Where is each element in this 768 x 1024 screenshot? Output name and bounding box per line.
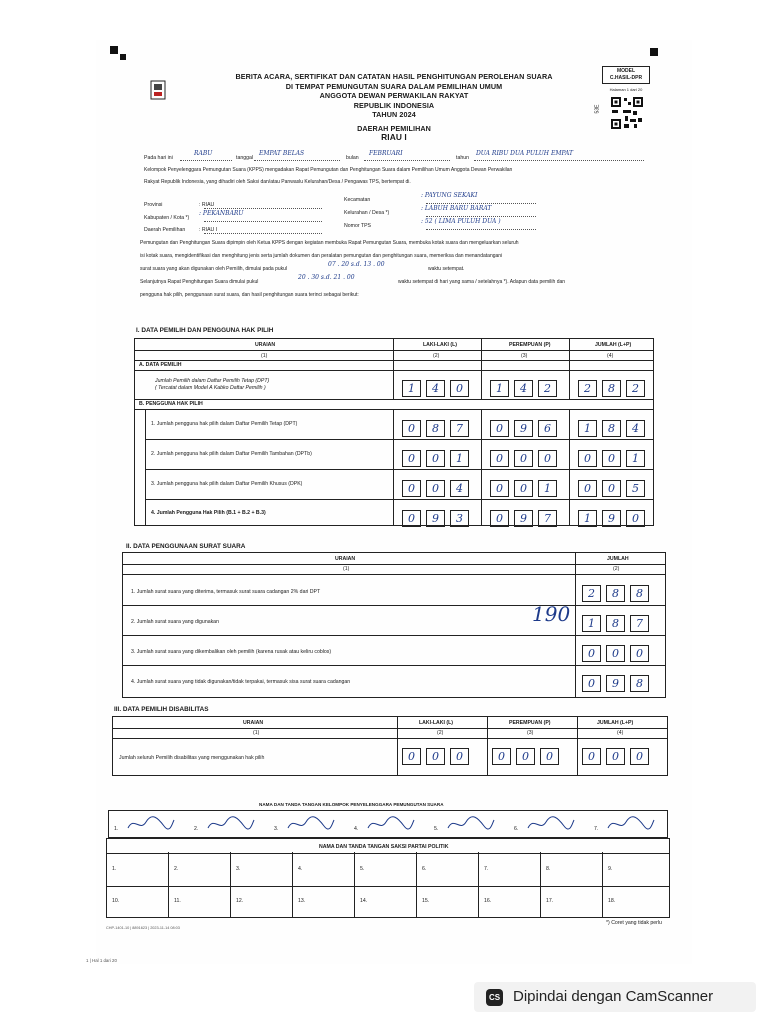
section-1-title: I. DATA PEMILIH DAN PENGGUNA HAK PILIH	[136, 327, 274, 334]
row-b3-label: 3. Jumlah pengguna hak pilih dalam Daftar Pemilih Khusus (DPK)	[151, 481, 303, 487]
saksi-sign-number: 13.	[298, 898, 306, 904]
col-jumlah: JUMLAH (L+P)	[597, 720, 634, 726]
dotted-line	[180, 160, 232, 161]
pengguna-digit-box: 1	[626, 450, 645, 467]
procedure-text-3-end: waktu setempat.	[428, 266, 465, 272]
dpt-digit-box: 2	[626, 380, 645, 397]
dpt-digit-box: 1	[490, 380, 509, 397]
s2-row-1-label: 1. Jumlah surat suara yang diterima, termasuk surat suara cadangan 2% dari DPT	[131, 589, 321, 595]
disabilitas-digit-box: 0	[492, 748, 511, 765]
procedure-text-5: pengguna hak pilih, penggunaan surat suara, dan hasil penghitungan suara terinci sebagai berikut:	[140, 292, 359, 298]
s2-row-3-label: 3. Jumlah surat suara yang dikembalikan oleh pemilih (karena rusak atau keliru coblos)	[131, 649, 332, 655]
pengguna-digit-box: 9	[514, 510, 533, 527]
saksi-sign-number: 17.	[546, 898, 554, 904]
pengguna-digit-box: 8	[426, 420, 445, 437]
dotted-line	[426, 203, 536, 204]
dpt-digit-box: 4	[514, 380, 533, 397]
saksi-sign-number: 6.	[422, 866, 427, 872]
saksi-sign-number: 3.	[236, 866, 241, 872]
dotted-line	[204, 233, 322, 234]
kpps-sign-number: 4.	[354, 826, 359, 832]
form-sheet	[86, 40, 692, 964]
signature-scribble-icon	[606, 814, 656, 834]
cell-divider	[168, 852, 169, 885]
handwritten-margin-note: 190	[532, 602, 571, 626]
provinsi-label: Provinsi	[144, 202, 163, 208]
pengguna-digit-box: 4	[626, 420, 645, 437]
col-num: (2)	[433, 353, 440, 359]
col-uraian: URAIAN	[335, 556, 356, 562]
daerah-label: Daerah Pemilihan	[144, 227, 186, 233]
saksi-sign-number: 1.	[112, 866, 117, 872]
daerah-value: : RIAU I	[199, 227, 218, 233]
col-num: (1)	[343, 566, 350, 572]
intro-text-2: Rakyat Republik Indonesia, yang dihadiri oleh Saksi dan/atau Panwaslu Kelurahan/Desa / Pengawas TPS, bertempat di.	[144, 179, 411, 185]
kpps-sign-number: 7.	[594, 826, 599, 832]
pengguna-digit-box: 0	[626, 510, 645, 527]
surat-suara-digit-box: 8	[606, 585, 625, 602]
saksi-sign-number: 15.	[422, 898, 430, 904]
surat-suara-digit-box: 0	[630, 645, 649, 662]
cell-divider	[230, 852, 231, 885]
provinsi-value: : RIAU	[199, 202, 215, 208]
signature-scribble-icon	[126, 814, 176, 834]
col-uraian: URAIAN	[255, 342, 276, 348]
intro-text-1: Kelompok Penyelenggara Pemungutan Suara (KPPS) mengadakan Rapat Pemungutan dan Penghitungan Suara dalam Pemilihan Umum Anggota Dewan Perwakilan	[144, 167, 513, 173]
row-b4-label: 4. Jumlah Pengguna Hak Pilih (B.1 + B.2 + B.3)	[151, 510, 266, 516]
disabilitas-digit-box: 0	[540, 748, 559, 765]
intro-bulan-label: bulan	[346, 155, 359, 161]
procedure-time-2: 20 . 30 s.d. 21 . 00	[298, 274, 355, 281]
pengguna-digit-box: 6	[538, 420, 557, 437]
pengguna-digit-box: 9	[514, 420, 533, 437]
pengguna-digit-box: 9	[426, 510, 445, 527]
row-b2-label: 2. Jumlah pengguna hak pilih dalam Daftar Pemilih Tambahan (DPTb)	[151, 451, 312, 457]
col-num: (1)	[261, 353, 268, 359]
dpt-digit-box: 2	[538, 380, 557, 397]
camscanner-label: Dipindai dengan CamScanner	[513, 988, 714, 1005]
kabupaten-label: Kabupaten / Kota *)	[144, 215, 190, 221]
pengguna-digit-box: 5	[626, 480, 645, 497]
pengguna-digit-box: 3	[450, 510, 469, 527]
cell-divider	[602, 852, 603, 885]
dpt-digit-box: 0	[450, 380, 469, 397]
pengguna-digit-box: 0	[490, 480, 509, 497]
dotted-line	[204, 221, 322, 222]
row-a-sublabel: ( Tercatat dalam Model A Kabko Daftar Pemilih )	[155, 385, 266, 391]
col-num: (4)	[617, 730, 624, 736]
dotted-line	[426, 216, 536, 217]
disabilitas-digit-box: 0	[450, 748, 469, 765]
cell-divider	[292, 852, 293, 885]
page-footer: 1 | Hal 1 dari 20	[86, 958, 117, 963]
s3-row-label: Jumlah seluruh Pemilih disabilitas yang menggunakan hak pilih	[119, 755, 265, 761]
kecamatan-label: Kecamatan	[344, 197, 371, 203]
section-a-title: A. DATA PEMILIH	[139, 362, 182, 368]
cell-divider	[602, 885, 603, 918]
kpps-title: NAMA DAN TANDA TANGAN KELOMPOK PENYELENGGARA PEMUNGUTAN SUARA	[259, 802, 444, 807]
model-badge: MODEL C.HASIL-DPR	[602, 66, 650, 84]
intro-tanggal-value: EMPAT BELAS	[259, 150, 305, 157]
cell-divider	[230, 885, 231, 918]
intro-tahun-value: DUA RIBU DUA PULUH EMPAT	[476, 150, 573, 157]
disabilitas-digit-box: 0	[516, 748, 535, 765]
saksi-sign-number: 16.	[484, 898, 492, 904]
footnote: *) Coret yang tidak perlu	[606, 920, 662, 926]
section-1-table	[134, 338, 654, 526]
col-perempuan: PEREMPUAN (P)	[509, 720, 551, 726]
disabilitas-digit-box: 0	[402, 748, 421, 765]
s2-row-2-label: 2. Jumlah surat suara yang digunakan	[131, 619, 219, 625]
procedure-time-1: 07 . 20 s.d. 13 . 00	[328, 261, 385, 268]
section-3-table	[112, 716, 668, 776]
pengguna-digit-box: 7	[538, 510, 557, 527]
saksi-sign-number: 14.	[360, 898, 368, 904]
tps-value: : 52 ( LIMA PULUH DUA )	[421, 218, 501, 225]
cell-divider	[106, 885, 107, 918]
pengguna-digit-box: 0	[426, 480, 445, 497]
pengguna-digit-box: 0	[490, 510, 509, 527]
pengguna-digit-box: 0	[514, 450, 533, 467]
procedure-text-3: surat suara yang akan digunakan oleh Pemilih, dimulai pada pukul	[140, 266, 288, 272]
surat-suara-digit-box: 9	[606, 675, 625, 692]
saksi-sign-number: 8.	[546, 866, 551, 872]
pengguna-digit-box: 0	[402, 510, 421, 527]
col-jumlah: JUMLAH (L+P)	[595, 342, 632, 348]
cell-divider	[416, 885, 417, 918]
cell-divider	[540, 852, 541, 885]
procedure-text-4-end: waktu setempat di hari yang sama / setelahnya *). Adapun data pemilih dan	[398, 279, 566, 285]
kpps-sign-number: 1.	[114, 826, 119, 832]
pengguna-digit-box: 1	[450, 450, 469, 467]
col-num: (4)	[607, 353, 614, 359]
intro-bulan-value: FEBRUARI	[369, 150, 403, 157]
saksi-sign-number: 7.	[484, 866, 489, 872]
surat-suara-digit-box: 0	[582, 675, 601, 692]
pengguna-digit-box: 7	[450, 420, 469, 437]
dotted-line	[254, 160, 340, 161]
saksi-title: NAMA DAN TANDA TANGAN SAKSI PARTAI POLITIK	[319, 844, 449, 850]
kecamatan-value: : PAYUNG SEKAKI	[421, 192, 478, 199]
dotted-line	[204, 208, 322, 209]
dpt-digit-box: 2	[578, 380, 597, 397]
pengguna-digit-box: 0	[602, 480, 621, 497]
surat-suara-digit-box: 2	[582, 585, 601, 602]
intro-pada-hari: Pada hari ini	[144, 155, 173, 161]
surat-suara-digit-box: 0	[582, 645, 601, 662]
kpps-sign-number: 6.	[514, 826, 519, 832]
pengguna-digit-box: 1	[578, 510, 597, 527]
signature-scribble-icon	[206, 814, 256, 834]
cell-divider	[354, 885, 355, 918]
kelurahan-label: Kelurahan / Desa *)	[344, 210, 390, 216]
kpps-sign-number: 3.	[274, 826, 279, 832]
pengguna-digit-box: 0	[402, 480, 421, 497]
pengguna-digit-box: 0	[402, 450, 421, 467]
surat-suara-digit-box: 1	[582, 615, 601, 632]
procedure-text-1: Pemungutan dan Penghitungan Suara dipimpin oleh Ketua KPPS dengan kegiatan membuka Rapat Pemungutan Suara, membuka kotak suara dan mengeluarkan seluruh	[140, 240, 519, 246]
signature-scribble-icon	[366, 814, 416, 834]
surat-suara-digit-box: 0	[606, 645, 625, 662]
qr-code-icon	[610, 96, 644, 130]
procedure-text-2: isi kotak suara, mengidentifikasi dan menghitung jenis serta jumlah dokumen dan peralatan pemungutan dan penghitungan suara, memeriksa dan menandatangani	[140, 253, 503, 259]
procedure-text-4: Selanjutnya Rapat Penghitungan Suara dimulai pukul	[140, 279, 259, 285]
dpt-digit-box: 4	[426, 380, 445, 397]
section-3-title: III. DATA PEMILIH DISABILITAS	[114, 706, 209, 713]
pengguna-digit-box: 0	[426, 450, 445, 467]
registration-mark	[120, 54, 126, 60]
surat-suara-digit-box: 7	[630, 615, 649, 632]
col-jumlah: JUMLAH	[607, 556, 629, 562]
cell-divider	[354, 852, 355, 885]
dpt-digit-box: 1	[402, 380, 421, 397]
surat-suara-digit-box: 8	[630, 585, 649, 602]
surat-suara-digit-box: 8	[630, 675, 649, 692]
row-a-label: Jumlah Pemilih dalam Daftar Pemilih Tetap (DPT)	[155, 378, 270, 384]
kpps-sign-number: 5.	[434, 826, 439, 832]
registration-mark	[650, 48, 658, 56]
camscanner-badge	[474, 982, 756, 1012]
col-num: (3)	[527, 730, 534, 736]
surat-suara-digit-box: 8	[606, 615, 625, 632]
document-title: BERITA ACARA, SERTIFIKAT DAN CATATAN HASIL PENGHITUNGAN PEROLEHAN SUARA DI TEMPAT PEMUNGUTAN SUARA DALAM PEMILIHAN UMUM ANGGOTA DEWAN PERWAKILAN RAKYAT REPUBLIK INDONESIA TAHUN 2024 DAERAH PEMILIHAN RIAU I	[235, 72, 553, 142]
footer-code: CHP-1401-10 | 8891623 | 2023-11-14 08:03	[106, 926, 180, 930]
saksi-sign-number: 18.	[608, 898, 616, 904]
disabilitas-digit-box: 0	[630, 748, 649, 765]
signature-scribble-icon	[446, 814, 496, 834]
saksi-sign-number: 2.	[174, 866, 179, 872]
dotted-line	[364, 160, 450, 161]
cell-divider	[106, 852, 107, 885]
pengguna-digit-box: 0	[514, 480, 533, 497]
saksi-sign-number: 9.	[608, 866, 613, 872]
cell-divider	[478, 852, 479, 885]
saksi-sign-number: 4.	[298, 866, 303, 872]
pengguna-digit-box: 0	[602, 450, 621, 467]
col-perempuan: PEREMPUAN (P)	[509, 342, 551, 348]
intro-hari-value: RABU	[194, 150, 213, 157]
cell-divider	[478, 885, 479, 918]
col-uraian: URAIAN	[243, 720, 264, 726]
disabilitas-digit-box: 0	[426, 748, 445, 765]
kabupaten-value: : PEKANBARU	[199, 210, 244, 217]
registration-mark	[110, 46, 118, 54]
saksi-sign-number: 5.	[360, 866, 365, 872]
signature-scribble-icon	[286, 814, 336, 834]
saksi-sign-number: 10.	[112, 898, 120, 904]
col-num: (2)	[437, 730, 444, 736]
pengguna-digit-box: 1	[578, 420, 597, 437]
saksi-signature-table	[106, 838, 670, 918]
cell-divider	[168, 885, 169, 918]
pengguna-digit-box: 0	[402, 420, 421, 437]
tps-label: Nomor TPS	[344, 223, 372, 229]
cell-divider	[292, 885, 293, 918]
row-b1-label: 1. Jumlah pengguna hak pilih dalam Daftar Pemilih Tetap (DPT)	[151, 421, 298, 427]
dotted-line	[474, 160, 644, 161]
pengguna-digit-box: 8	[602, 420, 621, 437]
cell-divider	[540, 885, 541, 918]
dotted-line	[426, 229, 536, 230]
pengguna-digit-box: 9	[602, 510, 621, 527]
signature-scribble-icon	[526, 814, 576, 834]
kelurahan-value: : LABUH BARU BARAT	[421, 205, 492, 212]
pengguna-digit-box: 0	[578, 450, 597, 467]
side-code: 53E	[594, 104, 601, 114]
section-b-title: B. PENGGUNA HAK PILIH	[139, 401, 203, 407]
col-laki: LAKI-LAKI (L)	[419, 720, 453, 726]
col-laki: LAKI-LAKI (L)	[423, 342, 457, 348]
col-num: (2)	[613, 566, 620, 572]
pengguna-digit-box: 4	[450, 480, 469, 497]
section-2-title: II. DATA PENGGUNAAN SURAT SUARA	[126, 543, 246, 550]
page-indicator: Halaman 1 dari 20	[609, 87, 643, 92]
pengguna-digit-box: 1	[538, 480, 557, 497]
pengguna-digit-box: 0	[578, 480, 597, 497]
camscanner-icon: CS	[486, 989, 503, 1006]
cell-divider	[416, 852, 417, 885]
disabilitas-digit-box: 0	[606, 748, 625, 765]
disabilitas-digit-box: 0	[582, 748, 601, 765]
intro-tanggal-label: tanggal	[236, 155, 254, 161]
col-num: (1)	[253, 730, 260, 736]
pengguna-digit-box: 0	[490, 420, 509, 437]
intro-tahun-label: tahun	[456, 155, 469, 161]
saksi-sign-number: 12.	[236, 898, 244, 904]
s2-row-4-label: 4. Jumlah surat suara yang tidak digunakan/tidak terpakai, termasuk sisa surat suara cadangan	[131, 679, 351, 685]
pengguna-digit-box: 0	[538, 450, 557, 467]
dpt-digit-box: 8	[602, 380, 621, 397]
col-num: (3)	[521, 353, 528, 359]
kpps-sign-number: 2.	[194, 826, 199, 832]
saksi-sign-number: 11.	[174, 898, 181, 904]
pengguna-digit-box: 0	[490, 450, 509, 467]
